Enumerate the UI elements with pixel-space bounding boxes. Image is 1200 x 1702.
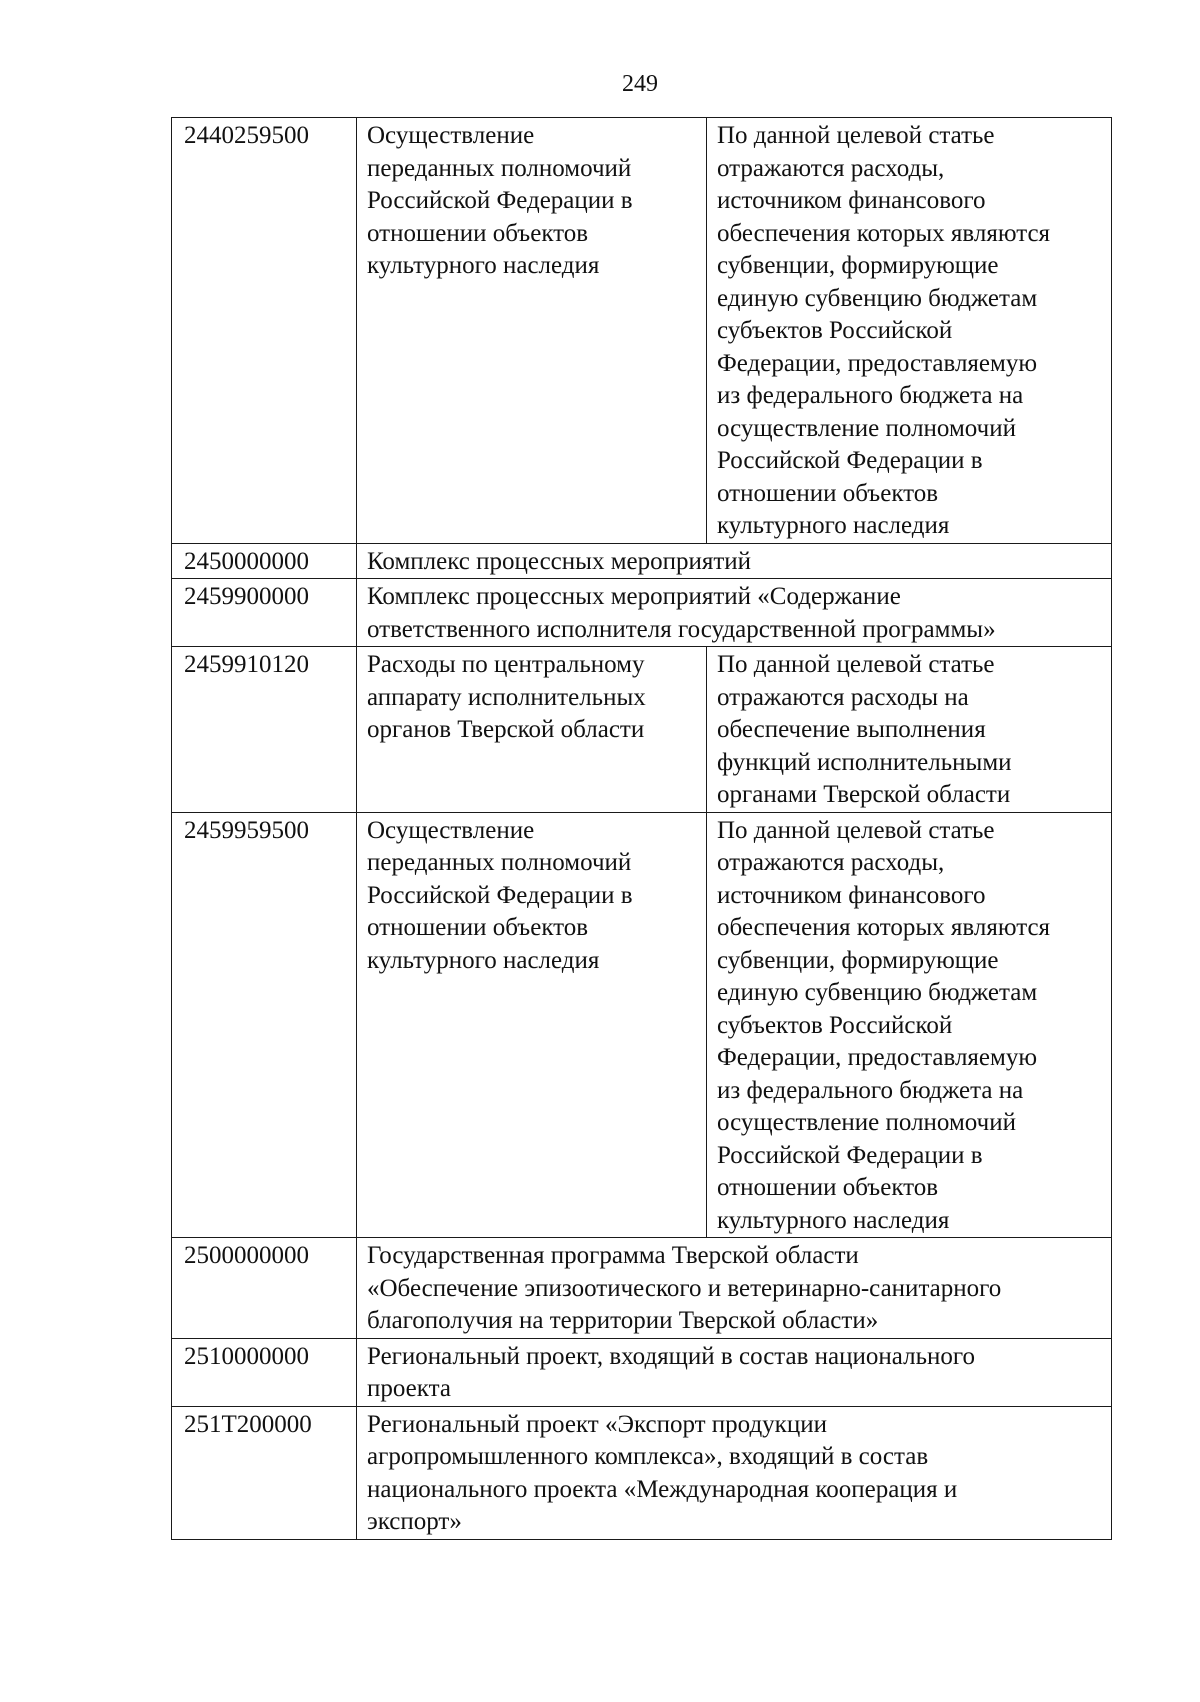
row-code: 251Т200000 bbox=[172, 1406, 357, 1539]
row-name: Региональный проект «Экспорт продукции агропромышленного комплекса», входящий в состав национального проекта «Международная кооперация и экспорт» bbox=[357, 1406, 1112, 1539]
row-name: Региональный проект, входящий в состав национального проекта bbox=[357, 1338, 1112, 1406]
table-row bbox=[172, 543, 1112, 579]
table-row bbox=[172, 647, 1112, 813]
row-name: Расходы по центральному аппарату исполнительных органов Тверской области bbox=[357, 647, 707, 813]
row-code: 2459900000 bbox=[172, 579, 357, 647]
table-row bbox=[172, 1406, 1112, 1539]
page-number: 249 bbox=[622, 71, 658, 97]
row-name: Государственная программа Тверской области «Обеспечение эпизоотического и ветеринарно-санитарного благополучия на территории Тверской области» bbox=[357, 1238, 1112, 1339]
row-description: По данной целевой статье отражаются расходы, источником финансового обеспечения которых являются субвенции, формирующие единую субвенцию бюджетам субъектов Российской Федерации, предоставляемую из федерального бюджета на осуществление полномочий Российской Федерации в отношении объектов культурного наследия bbox=[707, 812, 1112, 1238]
row-code: 2459959500 bbox=[172, 812, 357, 1238]
row-name: Осуществление переданных полномочий Российской Федерации в отношении объектов культурного наследия bbox=[357, 812, 707, 1238]
row-description: По данной целевой статье отражаются расходы на обеспечение выполнения функций исполнительными органами Тверской области bbox=[707, 647, 1112, 813]
row-name: Комплекс процессных мероприятий bbox=[357, 543, 1112, 579]
row-code: 2500000000 bbox=[172, 1238, 357, 1339]
row-code: 2510000000 bbox=[172, 1338, 357, 1406]
table-row bbox=[172, 1338, 1112, 1406]
row-name: Осуществление переданных полномочий Российской Федерации в отношении объектов культурного наследия bbox=[357, 118, 707, 544]
target-articles-table bbox=[171, 117, 1112, 1540]
row-code: 2459910120 bbox=[172, 647, 357, 813]
table-row bbox=[172, 118, 1112, 544]
table-row bbox=[172, 1238, 1112, 1339]
row-description: По данной целевой статье отражаются расходы, источником финансового обеспечения которых являются субвенции, формирующие единую субвенцию бюджетам субъектов Российской Федерации, предоставляемую из федерального бюджета на осуществление полномочий Российской Федерации в отношении объектов культурного наследия bbox=[707, 118, 1112, 544]
row-code: 2440259500 bbox=[172, 118, 357, 544]
row-code: 2450000000 bbox=[172, 543, 357, 579]
table-row bbox=[172, 579, 1112, 647]
table-row bbox=[172, 812, 1112, 1238]
row-name: Комплекс процессных мероприятий «Содержание ответственного исполнителя государственной программы» bbox=[357, 579, 1112, 647]
